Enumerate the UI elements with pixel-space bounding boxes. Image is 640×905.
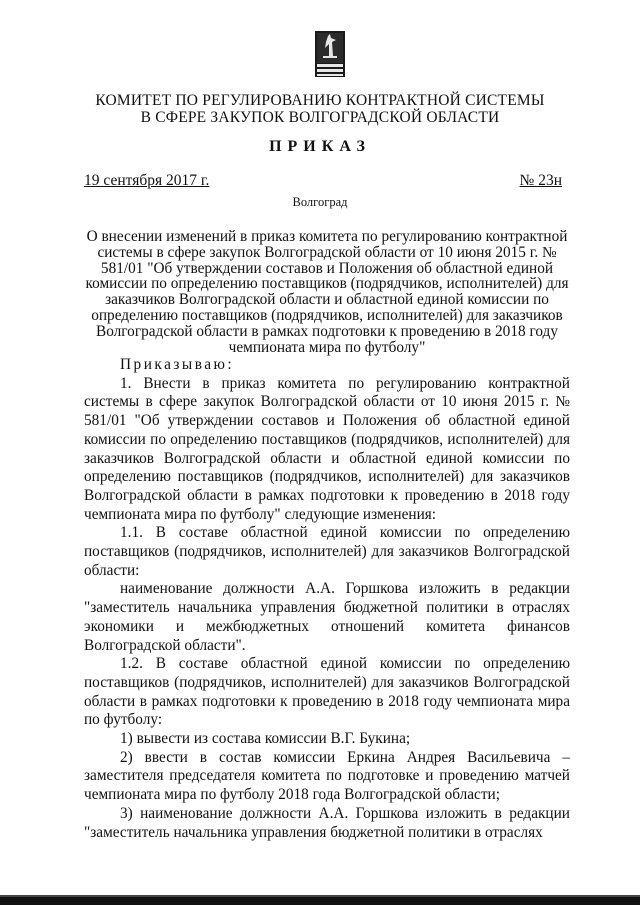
scan-edge [0,897,640,905]
paragraph-1-1-item: наименование должности А.А. Горшкова изложить в редакции "заместитель начальника управления бюджетной политики в отраслях экономики и межбюджетных отношений комитета финансов Волгоградской области". [84,580,570,654]
paragraph-1-2-item-2: 2) ввести в состав комиссии Еркина Андрея Васильевича – заместителя председателя комитета по подготовке и проведению матчей чемпионата мира по футболу 2018 года Волгоградской области; [84,748,570,804]
order-word: Приказываю: [120,356,235,373]
paragraph-1: 1. Внести в приказ комитета по регулированию контрактной системы в сфере закупок Волгоградской области от 10 июня 2015 г. № 581/01 "Об утверждении составов и Положения об областной единой комиссии по определению поставщиков (подрядчиков, исполнителей) для заказчиков Волгоградской области и областной единой комиссии по определению поставщиков (подрядчиков, исполнителей) для заказчиков Волгоградской области в рамках подготовки к проведению в 2018 году чемпионата мира по футболу" следующие изменения: [84,374,570,523]
paragraph-1-2-item-1: 1) вывести из состава комиссии В.Г. Букина; [120,730,411,748]
paragraph-1-2-item-3: 3) наименование должности А.А. Горшкова изложить в редакции "заместитель начальника управления бюджетной политики в отраслях [84,804,570,841]
volgograd-emblem-icon [314,30,346,78]
document-type-title: ПРИКАЗ [269,138,371,155]
order-body [84,356,570,842]
order-subject: О внесении изменений в приказ комитета по регулированию контрактной системы в сфере закупок Волгоградской области от 10 июня 2015 г. № 581/01 "Об утверждении составов и Положения об областной единой комиссии по определению поставщиков (подрядчиков, исполнителей) для заказчиков Волгоградской области и областной единой комиссии по определению поставщиков (подрядчиков, исполнителей) для заказчиков Волгоградской области в рамках подготовки к проведению в 2018 году чемпионата мира по футболу" [85,228,569,356]
paragraph-1-2: 1.2. В составе областной единой комиссии по определению поставщиков (подрядчиков, исполнителей) для заказчиков Волгоградской области в рамках подготовки к проведению в 2018 году чемпионата мира по футболу: [84,655,570,729]
city-name: Волгоград [292,195,348,209]
paragraph-1-1: 1.1. В составе областной единой комиссии по определению поставщиков (подрядчиков, исполнителей) для заказчиков Волгоградской области: [84,524,570,579]
order-number: № 23н [519,172,562,189]
org-name-line-1: КОМИТЕТ ПО РЕГУЛИРОВАНИЮ КОНТРАКТНОЙ СИСТЕМЫ [95,92,545,109]
order-date: 19 сентября 2017 г. [84,172,210,189]
org-name-line-2: В СФЕРЕ ЗАКУПОК ВОЛГОГРАДСКОЙ ОБЛАСТИ [140,109,500,126]
